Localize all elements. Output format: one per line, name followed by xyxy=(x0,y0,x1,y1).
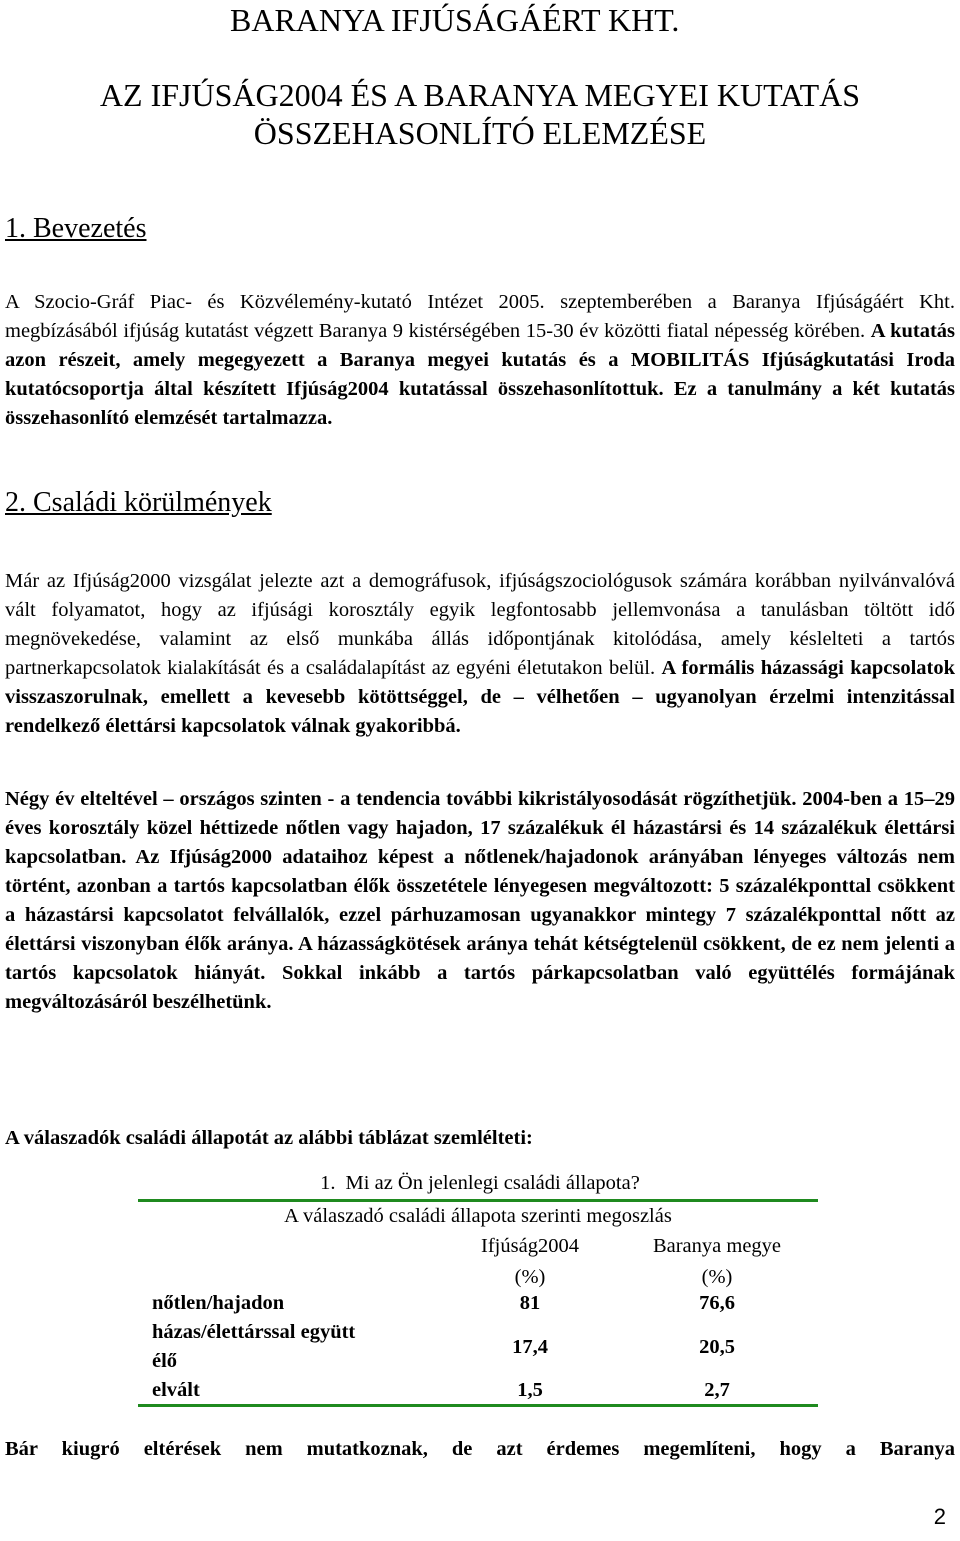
document-title-line2: ÖSSZEHASONLÍTÓ ELEMZÉSE xyxy=(253,115,707,151)
column-header-baranya: Baranya megye xyxy=(652,1235,782,1257)
table-row-label-line1: házas/élettárssal együtt xyxy=(152,1321,356,1343)
table-cell-ifjusag2004: 1,5 xyxy=(517,1379,543,1401)
table-row-label: elvált xyxy=(152,1379,200,1401)
family-paragraph-1-bold: A formális házassági kapcsolatok visszaszorulnak, emellett a kevesebb kötöttséggel, de – vélhetően – ugyanolyan érzelmi intenzitással rendelkező élettársi kapcsolatok válnak gyakoribbá. xyxy=(5,657,956,737)
organization-title: BARANYA IFJÚSÁGÁÉRT KHT. xyxy=(230,2,680,38)
family-paragraph-1-normal: Már az Ifjúság2000 vizsgálat jelezte azt a demográfusok, ifjúságszociológusok számára korábban nyilvánvalóvá vált folyamatot, hogy az ifjúsági korosztály egyik legfontosabb jellemvonása a tanulásban töltött idő megnövekedése, valamint az első munkába állás időpontjának kitolódása, amely késlelteti a tartós partnerkapcsolatok kialakítását és a családalapítást az egyéni életutakon belül. xyxy=(5,570,955,679)
table-intro-text: A válaszadók családi állapotát az alábbi táblázat szemlélteti: xyxy=(5,1127,533,1149)
family-paragraph-2: Négy év elteltével – országos szinten - a tendencia további kikristályosodását rögzíthetjük. 2004-ben a 15–29 éves korosztály közel héttizede nőtlen vagy hajadon, 17 százalékuk él házastársi és 14 százalékuk élettársi kapcsolatban. Az Ifjúság2000 adataihoz képest a nőtlenek/hajadonok arányában lényeges változás nem történt, azonban a tartós kapcsolatban élők összetétele lényegesen megváltozott: 5 százalékponttal csökkent a házastársi kapcsolatot felvállalók, ezzel párhuzamosan ugyanakkor mintegy 7 százalékponttal nőtt az élettársi viszonyban élők aránya. A házasságkötések aránya tehát kétségtelenül csökkent, de ez nem jelenti a tartós kapcsolatok hiányát. Sokkal inkább a tartós párkapcsolatban való együttélés formájának megváltozásáról beszélhetünk. xyxy=(5,788,955,1013)
table-question xyxy=(0,1172,960,1195)
table-cell-baranya: 20,5 xyxy=(699,1336,735,1358)
page-number: 2 xyxy=(933,1504,946,1529)
table-caption: A válaszadó családi állapota szerinti megoszlás xyxy=(284,1205,672,1227)
table-question-number: 1. xyxy=(320,1172,336,1194)
intro-text-normal: A Szocio-Gráf Piac- és Közvélemény-kutató Intézet 2005. szeptemberében a Baranya Ifjúságáért Kht. megbízásából ifjúság kutatást végzett Baranya 9 kistérségében 15-30 év közötti fiatal népesség körében. xyxy=(5,291,955,342)
column-header-ifjusag2004: Ifjúság2004 xyxy=(481,1235,579,1257)
table-bottom-rule xyxy=(138,1404,818,1407)
section-heading-introduction: 1. Bevezetés xyxy=(5,213,147,244)
document-title xyxy=(0,76,960,152)
family-paragraph-1 xyxy=(5,567,955,741)
table-question-text: Mi az Ön jelenlegi családi állapota? xyxy=(345,1172,640,1194)
table-row-label: nőtlen/hajadon xyxy=(152,1292,285,1314)
table-cell-ifjusag2004: 81 xyxy=(519,1292,541,1314)
table-cell-ifjusag2004: 17,4 xyxy=(512,1336,548,1358)
continuation-paragraph: Bár kiugró eltérések nem mutatkoznak, de azt érdemes megemlíteni, hogy a Baranya xyxy=(5,1438,955,1460)
intro-text-bold: A kutatás azon részeit, amely megegyezett a Baranya megyei kutatás és a MOBILITÁS Ifjúságkutatási Iroda kutatócsoportja által készített Ifjúság2004 kutatással összehasonlítottuk. Ez a tanulmány a két kutatás összehasonlító elemzését tartalmazza. xyxy=(5,320,956,429)
section-heading-family: 2. Családi körülmények xyxy=(5,487,272,518)
document-title-line1: AZ IFJÚSÁG2004 ÉS A BARANYA MEGYEI KUTATÁS xyxy=(99,77,861,113)
table-row-label-line2: élő xyxy=(152,1350,178,1372)
intro-paragraph xyxy=(5,288,955,433)
table-cell-baranya: 2,7 xyxy=(704,1379,730,1401)
column-unit-baranya: (%) xyxy=(701,1266,733,1288)
table-cell-baranya: 76,6 xyxy=(699,1292,735,1314)
table-top-rule xyxy=(138,1199,818,1202)
column-unit-ifjusag2004: (%) xyxy=(514,1266,546,1288)
